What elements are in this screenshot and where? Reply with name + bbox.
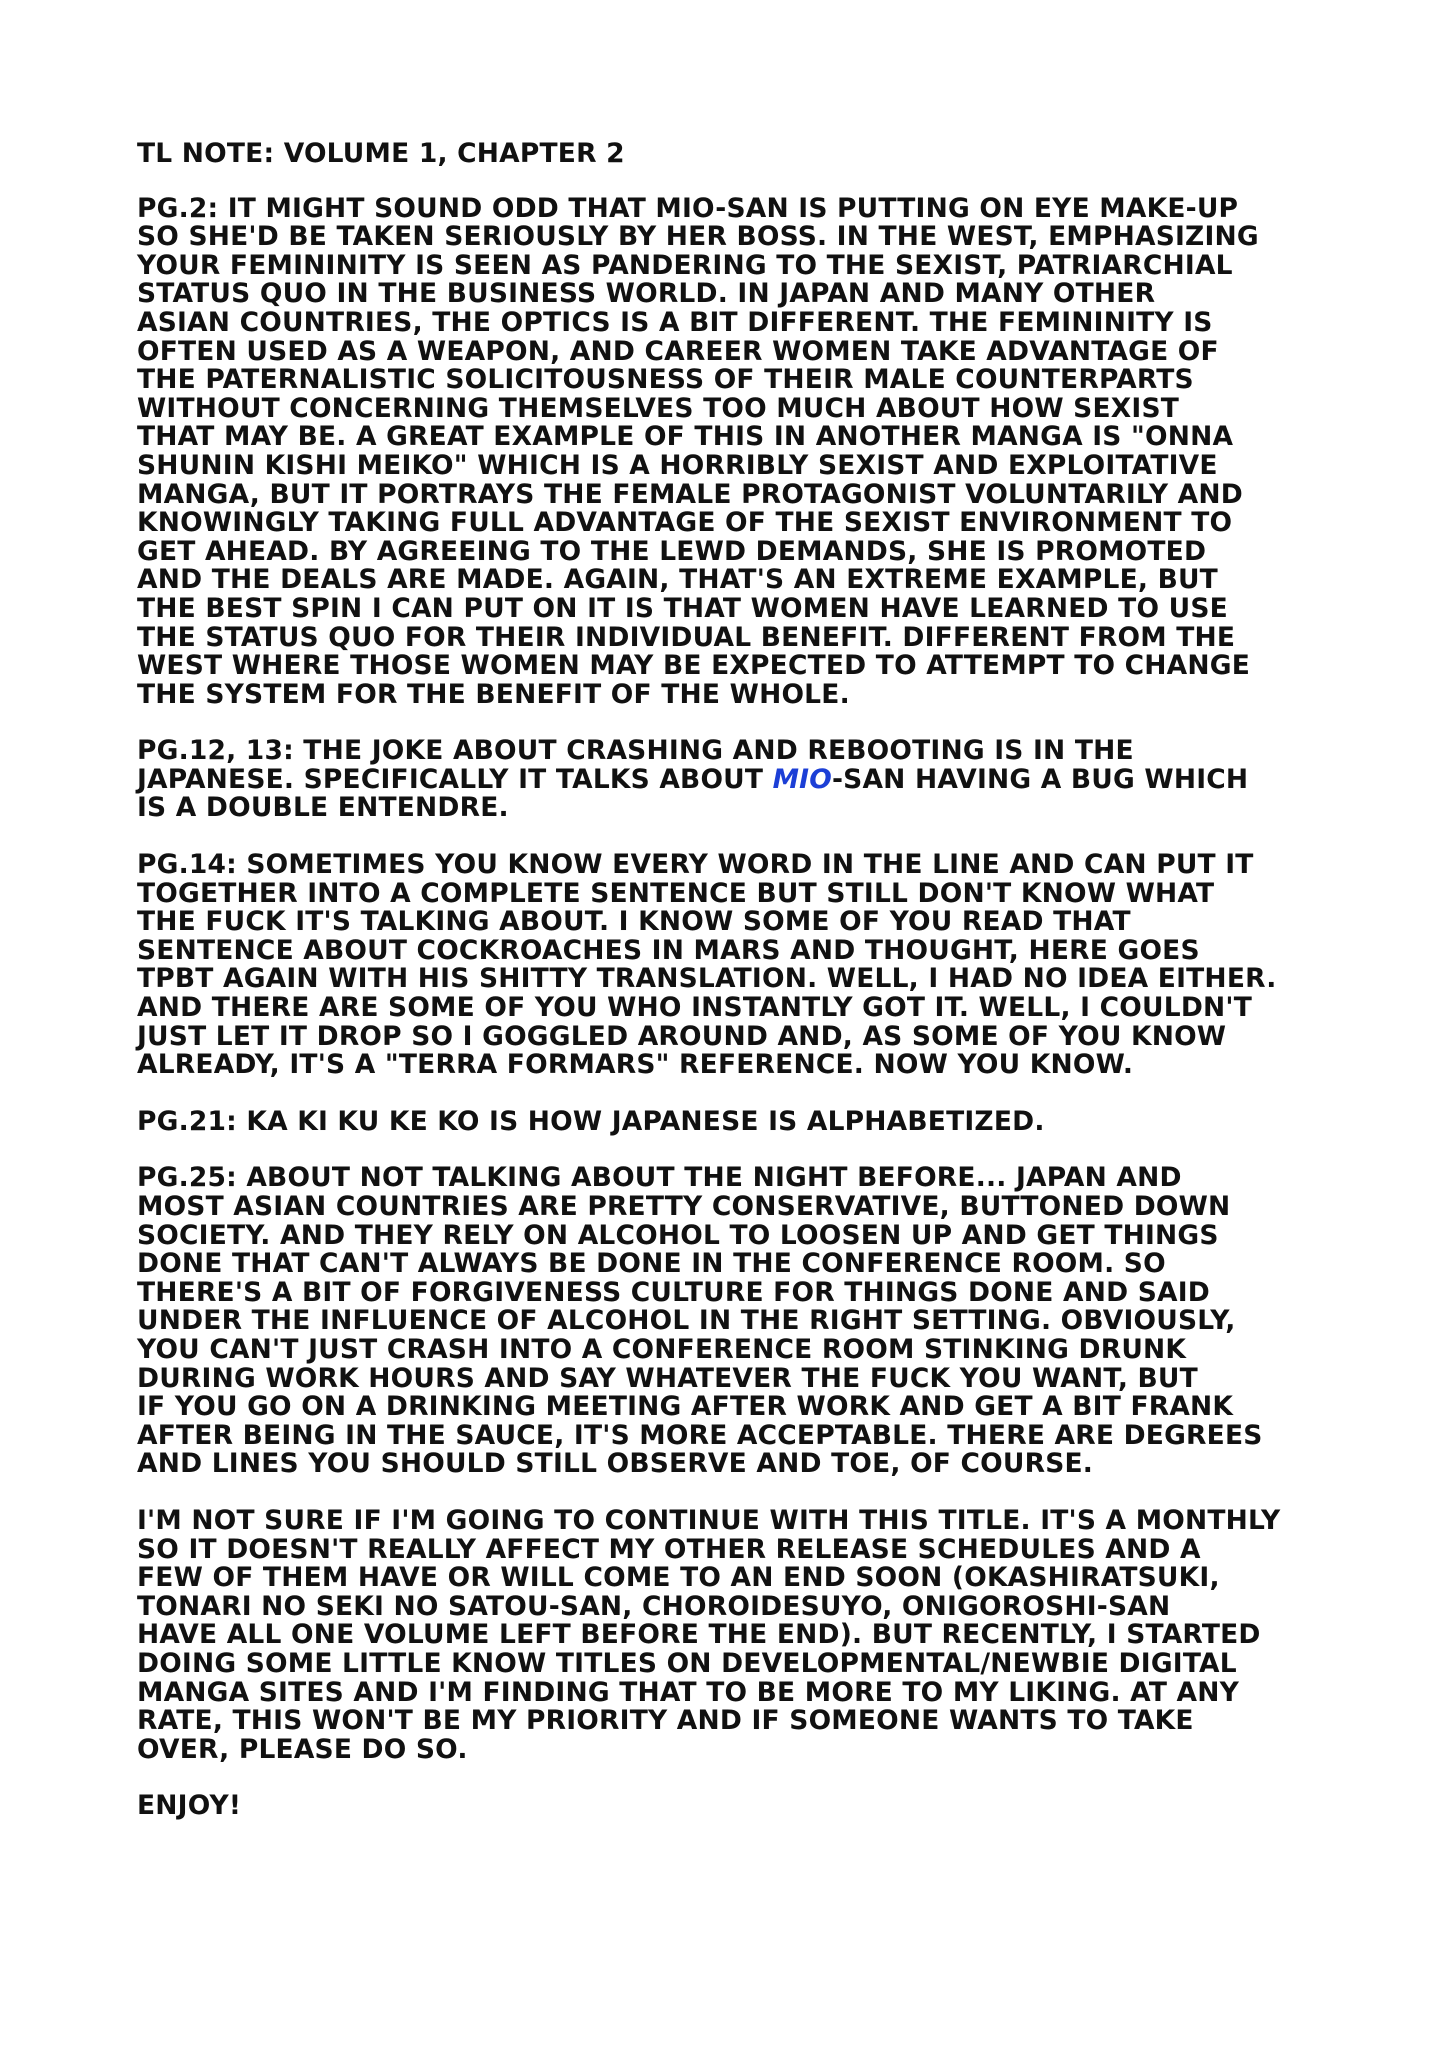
text-line: OVER, PLEASE DO SO.	[137, 1733, 468, 1765]
text-line: PG.25: ABOUT NOT TALKING ABOUT THE NIGHT BEFORE... JAPAN AND	[137, 1162, 1182, 1194]
text-segment: JAPANESE. SPECIFICALLY IT TALKS ABOUT	[137, 763, 773, 795]
text-line: THE FUCK IT'S TALKING ABOUT. I KNOW SOME OF YOU READ THAT	[137, 906, 1131, 938]
text-line: STATUS QUO IN THE BUSINESS WORLD. IN JAPAN AND MANY OTHER	[137, 278, 1156, 310]
text-line: PG.21: KA KI KU KE KO IS HOW JAPANESE IS ALPHABETIZED.	[137, 1105, 1045, 1137]
text-line: HAVE ALL ONE VOLUME LEFT BEFORE THE END). BUT RECENTLY, I STARTED	[137, 1619, 1261, 1651]
text-line: I'M NOT SURE IF I'M GOING TO CONTINUE WITH THIS TITLE. IT'S A MONTHLY	[137, 1504, 1281, 1536]
text-line: KNOWINGLY TAKING FULL ADVANTAGE OF THE SEXIST ENVIRONMENT TO	[137, 507, 1233, 539]
text-line: DOING SOME LITTLE KNOW TITLES ON DEVELOPMENTAL/NEWBIE DIGITAL	[137, 1647, 1237, 1679]
text-line: DONE THAT CAN'T ALWAYS BE DONE IN THE CONFERENCE ROOM. SO	[137, 1248, 1166, 1280]
paragraph-pg2	[137, 192, 1337, 710]
paragraph-pg21	[137, 1105, 1337, 1137]
text-line: AND THE DEALS ARE MADE. AGAIN, THAT'S AN EXTREME EXAMPLE, BUT	[137, 564, 1218, 596]
text-line: YOU CAN'T JUST CRASH INTO A CONFERENCE ROOM STINKING DRUNK	[137, 1333, 1187, 1365]
text-line: UNDER THE INFLUENCE OF ALCOHOL IN THE RIGHT SETTING. OBVIOUSLY,	[137, 1305, 1236, 1337]
text-line: THE BEST SPIN I CAN PUT ON IT IS THAT WOMEN HAVE LEARNED TO USE	[137, 592, 1228, 624]
text-line: AFTER BEING IN THE SAUCE, IT'S MORE ACCEPTABLE. THERE ARE DEGREES	[137, 1419, 1263, 1451]
text-line: ALREADY, IT'S A "TERRA FORMARS" REFERENCE. NOW YOU KNOW.	[137, 1049, 1134, 1081]
text-line: TPBT AGAIN WITH HIS SHITTY TRANSLATION. WELL, I HAD NO IDEA EITHER.	[137, 963, 1277, 995]
text-line: THE STATUS QUO FOR THEIR INDIVIDUAL BENEFIT. DIFFERENT FROM THE	[137, 621, 1236, 653]
text-line: SHUNIN KISHI MEIKO" WHICH IS A HORRIBLY SEXIST AND EXPLOITATIVE	[137, 449, 1218, 481]
text-line: RATE, THIS WON'T BE MY PRIORITY AND IF SOMEONE WANTS TO TAKE	[137, 1705, 1194, 1737]
text-line: IS A DOUBLE ENTENDRE.	[137, 792, 509, 824]
text-line: PG.2: IT MIGHT SOUND ODD THAT MIO-SAN IS PUTTING ON EYE MAKE-UP	[137, 192, 1239, 224]
tl-note-text-block	[137, 140, 1337, 1849]
text-segment: -SAN HAVING A BUG WHICH	[831, 763, 1249, 795]
text-line: THE SYSTEM FOR THE BENEFIT OF THE WHOLE.	[137, 678, 850, 710]
text-line: ENJOY!	[137, 1790, 242, 1822]
text-line: THAT MAY BE. A GREAT EXAMPLE OF THIS IN ANOTHER MANGA IS "ONNA	[137, 421, 1234, 453]
text-line: WITHOUT CONCERNING THEMSELVES TOO MUCH ABOUT HOW SEXIST	[137, 392, 1180, 424]
text-line: JUST LET IT DROP SO I GOGGLED AROUND AND, AS SOME OF YOU KNOW	[137, 1020, 1227, 1052]
paragraph-pg25	[137, 1164, 1337, 1479]
paragraph-pg14	[137, 851, 1337, 1080]
text-line: SOCIETY. AND THEY RELY ON ALCOHOL TO LOOSEN UP AND GET THINGS	[137, 1219, 1219, 1251]
text-line: AND THERE ARE SOME OF YOU WHO INSTANTLY GOT IT. WELL, I COULDN'T	[137, 992, 1252, 1024]
text-line: THE PATERNALISTIC SOLICITOUSNESS OF THEIR MALE COUNTERPARTS	[137, 364, 1194, 396]
page-title: TL NOTE: VOLUME 1, CHAPTER 2	[137, 138, 625, 169]
text-line: MANGA, BUT IT PORTRAYS THE FEMALE PROTAGONIST VOLUNTARILY AND	[137, 478, 1243, 510]
text-line: PG.12, 13: THE JOKE ABOUT CRASHING AND REBOOTING IS IN THE	[137, 735, 1134, 767]
text-line: SO SHE'D BE TAKEN SERIOUSLY BY HER BOSS. IN THE WEST, EMPHASIZING	[137, 221, 1259, 253]
mio-name-highlight: MIO	[772, 763, 832, 795]
text-line: GET AHEAD. BY AGREEING TO THE LEWD DEMANDS, SHE IS PROMOTED	[137, 535, 1207, 567]
text-line: FEW OF THEM HAVE OR WILL COME TO AN END SOON (OKASHIRATSUKI,	[137, 1562, 1220, 1594]
text-line: OFTEN USED AS A WEAPON, AND CAREER WOMEN TAKE ADVANTAGE OF	[137, 335, 1219, 367]
text-line: WEST WHERE THOSE WOMEN MAY BE EXPECTED TO ATTEMPT TO CHANGE	[137, 650, 1251, 682]
text-line: THERE'S A BIT OF FORGIVENESS CULTURE FOR THINGS DONE AND SAID	[137, 1276, 1210, 1308]
text-line: ASIAN COUNTRIES, THE OPTICS IS A BIT DIFFERENT. THE FEMININITY IS	[137, 306, 1213, 338]
text-line: PG.14: SOMETIMES YOU KNOW EVERY WORD IN THE LINE AND CAN PUT IT	[137, 849, 1254, 881]
text-line: TONARI NO SEKI NO SATOU-SAN, CHOROIDESUYO, ONIGOROSHI-SAN	[137, 1590, 1171, 1622]
text-line: AND LINES YOU SHOULD STILL OBSERVE AND TOE, OF COURSE.	[137, 1448, 1094, 1480]
paragraph-pg12-13	[137, 737, 1337, 823]
text-line: SENTENCE ABOUT COCKROACHES IN MARS AND THOUGHT, HERE GOES	[137, 934, 1200, 966]
text-line: YOUR FEMININITY IS SEEN AS PANDERING TO THE SEXIST, PATRIARCHIAL	[137, 249, 1233, 281]
text-line: IF YOU GO ON A DRINKING MEETING AFTER WORK AND GET A BIT FRANK	[137, 1391, 1234, 1423]
paragraph-enjoy	[137, 1792, 1337, 1821]
text-line: SO IT DOESN'T REALLY AFFECT MY OTHER RELEASE SCHEDULES AND A	[137, 1533, 1201, 1565]
text-line-with-name	[137, 763, 1337, 795]
paragraph-closing-note	[137, 1504, 1337, 1765]
text-line: MANGA SITES AND I'M FINDING THAT TO BE MORE TO MY LIKING. AT ANY	[137, 1676, 1240, 1708]
text-line: TOGETHER INTO A COMPLETE SENTENCE BUT STILL DON'T KNOW WHAT	[137, 877, 1215, 909]
text-line: DURING WORK HOURS AND SAY WHATEVER THE FUCK YOU WANT, BUT	[137, 1362, 1198, 1394]
text-line: MOST ASIAN COUNTRIES ARE PRETTY CONSERVATIVE, BUTTONED DOWN	[137, 1191, 1231, 1222]
